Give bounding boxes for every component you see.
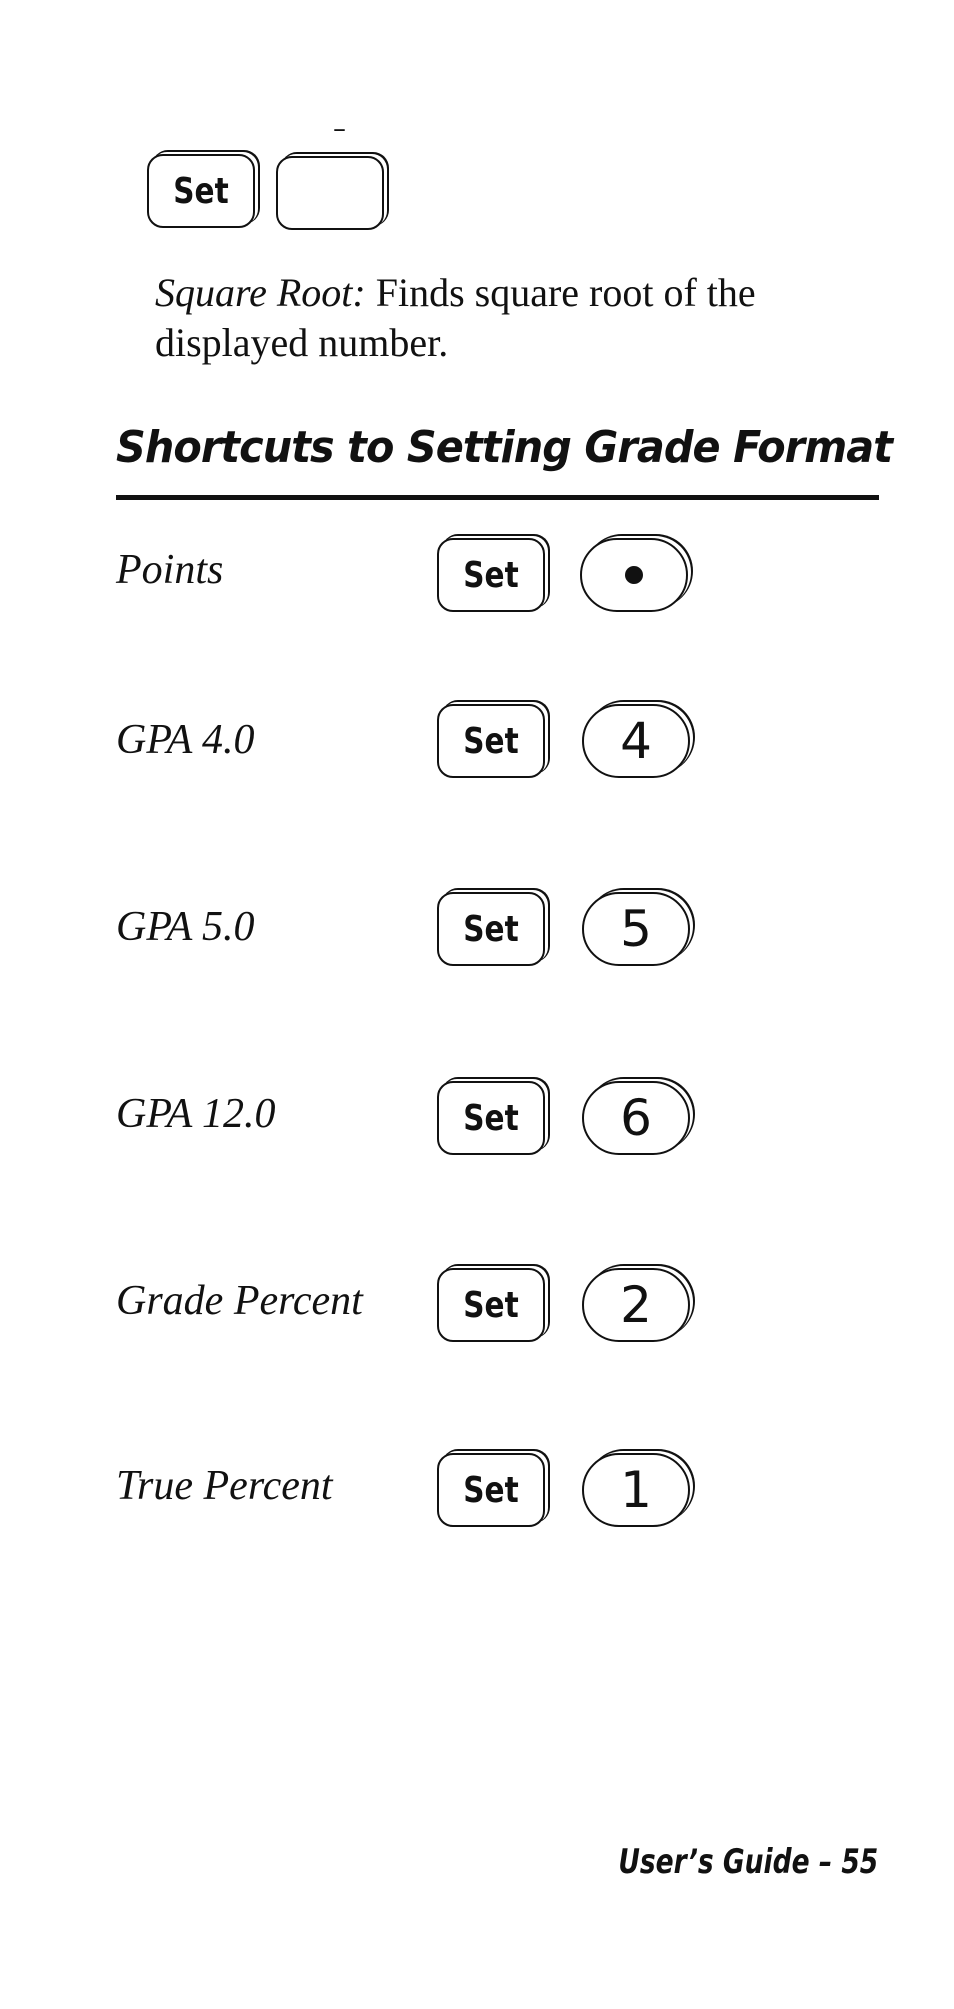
- square-root-term: Square Root:: [155, 270, 366, 315]
- shortcut-label-gpa-12: GPA 12.0: [116, 1091, 276, 1137]
- shortcut-set-key-gpa-4[interactable]: [437, 704, 545, 778]
- key-digit-label: 1: [620, 1461, 652, 1519]
- set-key-label: Set: [463, 908, 519, 950]
- shortcut-set-key-true-percent[interactable]: [437, 1453, 545, 1527]
- overbar-mark: –: [333, 114, 346, 144]
- key-digit-label: 5: [620, 900, 652, 958]
- set-key-label: Set: [463, 1284, 519, 1326]
- shortcut-key-gpa-12[interactable]: [582, 1081, 690, 1155]
- shortcut-key-gpa-4[interactable]: [582, 704, 690, 778]
- square-root-text: Finds square root of the displayed number.: [155, 270, 756, 365]
- section-rule: [116, 495, 879, 500]
- shortcut-set-key-grade-percent[interactable]: [437, 1268, 545, 1342]
- set-key-label: Set: [463, 720, 519, 762]
- shortcut-label-true-percent: True Percent: [116, 1463, 333, 1509]
- page-footer: User’s Guide – 55: [618, 1842, 878, 1882]
- shortcut-set-key-gpa-12[interactable]: [437, 1081, 545, 1155]
- section-title: Shortcuts to Setting Grade Format: [116, 422, 893, 473]
- key-digit-label: 2: [620, 1276, 652, 1334]
- key-digit-label: 6: [620, 1089, 652, 1147]
- shortcut-label-points: Points: [116, 547, 224, 593]
- key-digit-label: 4: [620, 712, 652, 770]
- set-key-label: Set: [463, 1097, 519, 1139]
- set-key-label: Set: [173, 170, 229, 212]
- square-root-key[interactable]: [276, 156, 384, 230]
- square-root-description: [155, 268, 895, 368]
- square-root-key-label: [287, 158, 372, 228]
- shortcut-label-gpa-4: GPA 4.0: [116, 717, 255, 763]
- set-key-label: Set: [463, 1469, 519, 1511]
- shortcut-key-gpa-5[interactable]: [582, 892, 690, 966]
- shortcut-key-grade-percent[interactable]: [582, 1268, 690, 1342]
- shortcut-key-points[interactable]: [580, 538, 688, 612]
- shortcut-set-key-points[interactable]: [437, 538, 545, 612]
- set-key[interactable]: [147, 154, 255, 228]
- shortcut-label-gpa-5: GPA 5.0: [116, 904, 255, 950]
- shortcut-set-key-gpa-5[interactable]: [437, 892, 545, 966]
- shortcut-key-true-percent[interactable]: [582, 1453, 690, 1527]
- shortcut-label-grade-percent: Grade Percent: [116, 1278, 363, 1324]
- set-key-label: Set: [463, 554, 519, 596]
- dot-icon: [625, 566, 643, 584]
